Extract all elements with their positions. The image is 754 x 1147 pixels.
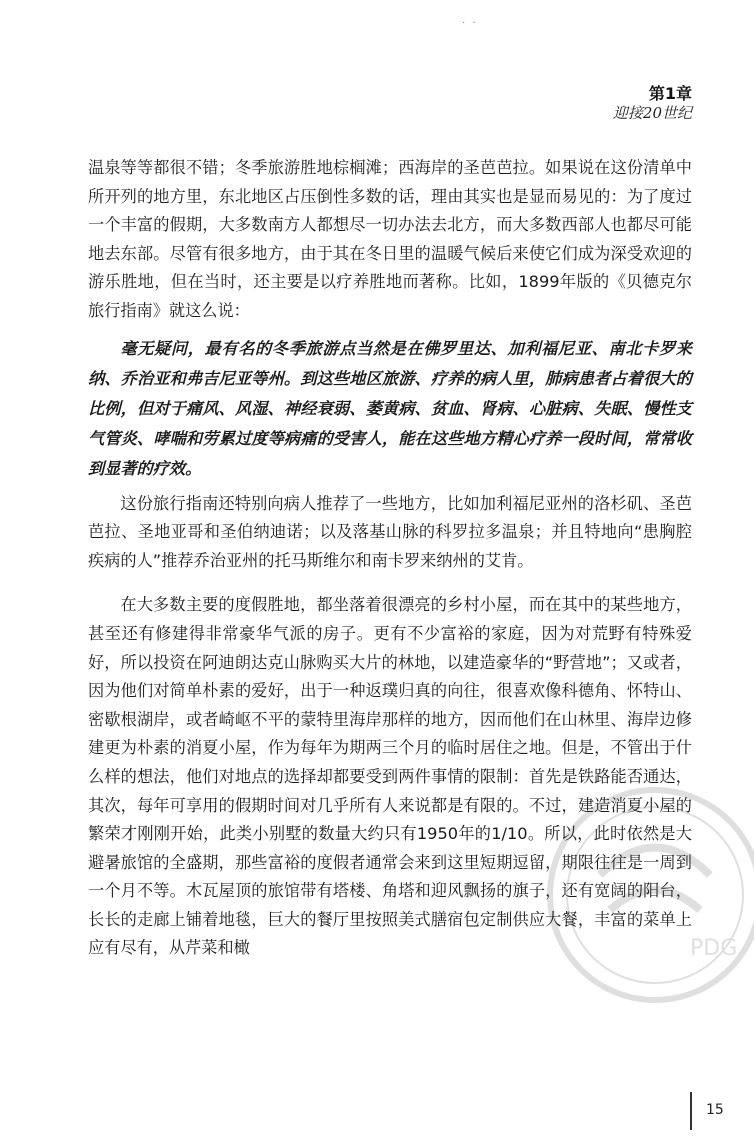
watermark-label: PDG bbox=[690, 936, 738, 961]
chapter-number: 第1章 bbox=[648, 84, 692, 103]
page-number-rule bbox=[690, 1092, 692, 1130]
scan-artifact-dots: · · bbox=[462, 18, 478, 29]
running-header bbox=[613, 84, 692, 123]
page-number: 15 bbox=[706, 1102, 724, 1118]
paragraph-3: 在大多数主要的度假胜地，都坐落着很漂亮的乡村小屋，而在其中的某些地方，甚至还有修建得非常豪华气派的房子。更有不少富裕的家庭，因为对荒野有特殊爱好，所以投资在阿迪朗达克山脉购买大片的林地，以建造豪华的“野营地”；又或者，因为他们对简单朴素的爱好，出于一种返璞归真的向往，很喜欢像科德角、怀特山、密歇根湖岸，或者崎岖不平的蒙特里海岸那样的地方，因而他们在山林里、海岸边修建更为朴素的消夏小屋，作为每年为期两三个月的临时居住之地。但是，不管出于什么样的想法，他们对地点的选择却都要受到两件事情的限制：首先是铁路能否通达，其次，每年可享用的假期时间对几乎所有人来说都是有限的。不过，建造消夏小屋的繁荣才刚刚开始，此类小别墅的数量大约只有1950年的1/10。所以，此时依然是大避暑旅馆的全盛期，那些富裕的度假者通常会来到这里短期逗留，期限往往是一周到一个月不等。木瓦屋顶的旅馆带有塔楼、角塔和迎风飘扬的旗子，还有宽阔的阳台，长长的走廊上铺着地毯，巨大的餐厅里按照美式膳宿包定制供应大餐，丰富的菜单上应有尽有，从芹菜和橄 bbox=[88, 595, 692, 958]
chapter-title: 迎接20世纪 bbox=[612, 104, 692, 122]
paragraph-2: 这份旅行指南还特别向病人推荐了一些地方，比如加利福尼亚州的洛杉矶、圣芭芭拉、圣地亚哥和圣伯纳迪诺；以及落基山脉的科罗拉多温泉；并且特地向“患胸腔疾病的人”推荐乔治亚州的托马斯维尔和南卡罗来纳州的艾肯。 bbox=[88, 493, 692, 570]
pdg-watermark-icon bbox=[540, 780, 754, 1010]
block-quote: 毫无疑问，最有名的冬季旅游点当然是在佛罗里达、加利福尼亚、南北卡罗来纳、乔治亚和弗吉尼亚等州。到这些地区旅游、疗养的病人里，肺病患者占着很大的比例，但对于痛风、风湿、神经衰弱、萎黄病、贫血、肾病、心脏病、失眠、慢性支气管炎、哮喘和劳累过度等病痛的受害人，能在这些地方精心疗养一段时间，常常收到显著的疗效。 bbox=[88, 338, 692, 478]
paragraph-1: 温泉等等都很不错；冬季旅游胜地棕榈滩；西海岸的圣芭芭拉。如果说在这份清单中所开列的地方里，东北地区占压倒性多数的话，理由其实也是显而易见的：为了度过一个丰富的假期，大多数南方人都想尽一切办法去北方，而大多数西部人也都尽可能地去东部。尽管有很多地方，由于其在冬日里的温暖气候后来使它们成为深受欢迎的游乐胜地，但在当时，还主要是以疗养胜地而著称。比如，1899年版的《贝德克尔旅行指南》就这么说： bbox=[88, 158, 692, 320]
